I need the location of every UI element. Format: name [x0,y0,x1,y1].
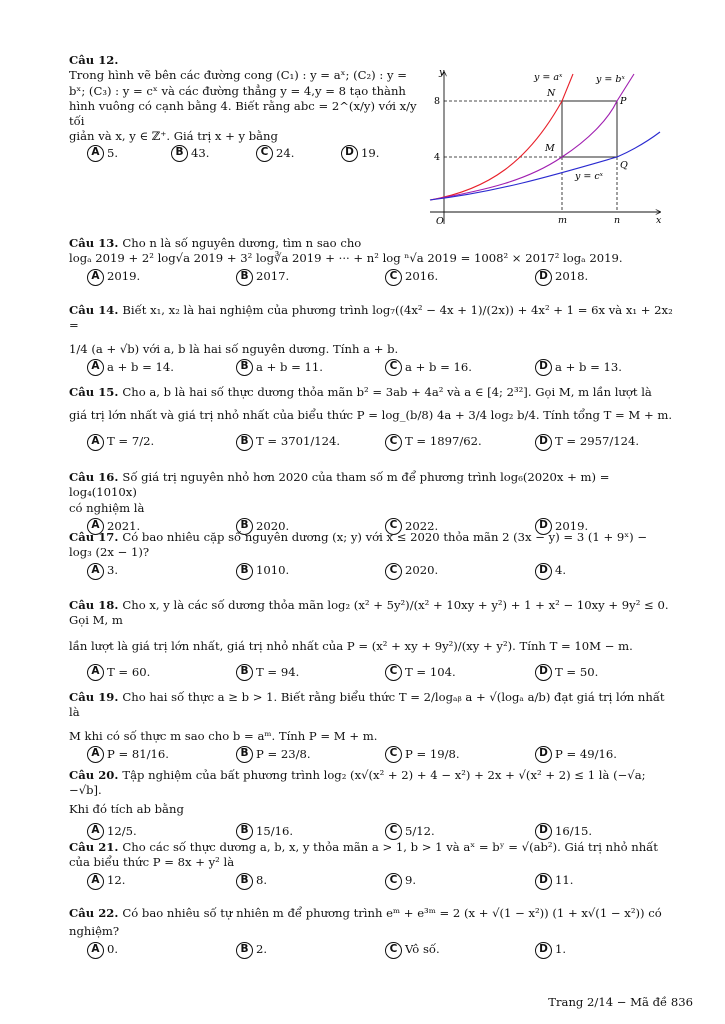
option-text: T = 7/2. [107,434,155,449]
option-text: T = 2957/124. [555,434,640,449]
question-20 [69,768,675,845]
question-17 [69,530,675,585]
option-letter: D [535,359,552,376]
label-origin: O [436,216,444,227]
option-letter: D [341,145,358,162]
options-row [69,434,675,456]
option-letter: D [535,269,552,286]
option-c[interactable] [385,746,460,763]
question-label: Câu 20. [69,768,119,782]
option-text: 4. [555,563,567,578]
option-letter: D [535,664,552,681]
question-19 [69,690,675,768]
question-text-line: giá trị lớn nhất và giá trị nhỏ nhất của biểu thức P = log_(b/8) 4a + 3/4 log₂ b/4. Tính tổng T = M + m. [69,408,673,423]
label-y: y [439,67,445,78]
option-a[interactable] [87,563,118,580]
option-text: T = 1897/62. [405,434,482,449]
question-text-line: Trong hình vẽ bên các đường cong (C₁) : y = aˣ; (C₂) : y = [69,68,407,83]
option-letter: C [385,563,402,580]
question-label: Câu 15. [69,385,119,399]
question-text-line: Có bao nhiêu cặp số nguyên dương (x; y) với x ≤ 2020 thỏa mãn 2 (3x − y) = 3 (1 + 9ˣ) − [122,530,648,544]
option-c[interactable] [385,269,438,286]
option-letter: A [87,359,104,376]
option-text: 2018. [555,269,589,284]
question-12 [69,53,421,167]
option-d[interactable] [535,823,592,840]
option-text: 1. [555,942,567,957]
option-text: 8. [256,873,268,888]
option-text: a + b = 14. [107,359,174,374]
question-label: Câu 17. [69,530,119,544]
options-row [69,145,421,167]
option-letter: C [385,664,402,681]
option-text: 0. [107,942,119,957]
option-letter: B [236,664,253,681]
option-c[interactable] [385,942,440,959]
option-text: P = 19/8. [405,746,460,761]
option-letter: A [87,434,104,451]
option-text: 2019. [555,518,589,533]
option-text: a + b = 11. [256,359,323,374]
option-letter: B [236,563,253,580]
option-text: P = 49/16. [555,746,617,761]
option-letter: C [385,269,402,286]
option-letter: A [87,746,104,763]
question-text-line: Cho a, b là hai số thực dương thỏa mãn b² = 3ab + 4a² và a ∈ [4; 2³²]. Gọi M, m lần lượt là [122,385,652,399]
option-b[interactable] [236,563,289,580]
option-letter: B [236,269,253,286]
option-text: 3. [107,563,119,578]
option-text: 43. [191,145,210,160]
option-letter: C [385,518,402,535]
option-text: Vô số. [405,942,440,957]
options-row [69,563,675,585]
option-letter: C [385,942,402,959]
option-a[interactable] [87,434,154,451]
question-text-line: Cho n là số nguyên dương, tìm n sao cho [122,236,362,250]
option-b[interactable] [236,359,323,376]
option-text: 9. [405,873,417,888]
option-text: 5/12. [405,823,435,838]
option-letter: C [385,434,402,451]
question-text-line: của biểu thức P = 8x + y² là [69,855,235,870]
question-text-line: hình vuông có cạnh bằng 4. Biết rằng abc = 2^(x/y) với x/y tối [69,98,417,129]
option-c[interactable] [385,823,435,840]
question-13 [69,236,675,291]
option-c[interactable] [385,563,438,580]
option-letter: B [171,145,188,162]
option-c[interactable] [385,873,416,890]
option-text: 1010. [256,563,290,578]
question-text-line: 1/4 (a + √b) với a, b là hai số nguyên dương. Tính a + b. [69,341,399,356]
label-y8: 8 [434,96,441,107]
option-letter: A [87,563,104,580]
option-text: T = 3701/124. [256,434,341,449]
option-b[interactable] [236,823,293,840]
option-letter: C [385,359,402,376]
option-a[interactable] [87,746,169,763]
question-text-line: lần lượt là giá trị lớn nhất, giá trị nhỏ nhất của P = (x² + xy + 9y²)/(xy + y²). Tính T = 10M − m. [69,638,633,653]
question-text-line: Cho các số thực dương a, b, x, y thỏa mãn a > 1, b > 1 và aˣ = bʸ = √(ab²). Giá trị nhỏ nhất [122,840,658,854]
option-a[interactable] [87,942,118,959]
options-row [69,664,675,686]
option-d[interactable] [341,145,379,162]
option-text: 11. [555,873,574,888]
option-a[interactable] [87,873,125,890]
option-d[interactable] [535,664,598,681]
option-a[interactable] [87,664,150,681]
option-c[interactable] [385,359,472,376]
question-14 [69,303,675,381]
option-b[interactable] [236,942,267,959]
label-xm: m [558,215,568,226]
option-text: P = 23/8. [256,746,311,761]
question-text-line: Cho x, y là các số dương thỏa mãn log₂ (x² + 5y²)/(x² + 10xy + y²) + 1 + x² − 10xy + 9y² ≤ 0. Gọi M, m [69,598,669,628]
label-p: P [620,96,627,107]
options-row [69,746,675,768]
options-row [69,269,675,291]
question-22 [69,906,675,964]
question-text-line: Số giá trị nguyên nhỏ hơn 2020 của tham số m để phương trình log₆(2020x + m) = log₄(1010x) [69,470,610,500]
option-letter: D [535,563,552,580]
option-text: 19. [361,145,380,160]
option-letter: B [236,434,253,451]
label-n: N [547,88,556,99]
option-text: 2017. [256,269,290,284]
question-label: Câu 13. [69,236,119,250]
option-letter: D [535,434,552,451]
option-letter: B [236,359,253,376]
label-c1: y = aˣ [534,72,563,83]
option-letter: B [236,873,253,890]
option-d[interactable] [535,563,566,580]
question-text-line: Biết x₁, x₂ là hai nghiệm của phương trình log₇((4x² − 4x + 1)/(2x)) + 4x² + 1 = 6x và x₁ + 2x₂ = [69,303,673,333]
question-text-line: có nghiệm là [69,500,145,515]
option-a[interactable] [87,145,118,162]
options-row [69,359,675,381]
question-text-line: Khi đó tích ab bằng [69,801,184,816]
option-letter: B [236,746,253,763]
option-text: 2020. [256,518,290,533]
option-d[interactable] [535,434,639,451]
label-c2: y = bˣ [596,74,625,85]
option-text: 2. [256,942,268,957]
option-letter: D [535,942,552,959]
label-q: Q [620,160,628,171]
question-18 [69,598,675,686]
question-15 [69,385,675,456]
question-text-line: giản và x, y ∈ ℤ⁺. Giá trị x + y bằng [69,129,278,144]
option-text: 12. [107,873,126,888]
option-text: 12/5. [107,823,137,838]
question-text-line: logₐ 2019 + 2² log√a 2019 + 3² log∛a 2019 + ··· + n² log ⁿ√a 2019 = 1008² × 2017² logₐ 2019. [69,251,623,266]
question-label: Câu 14. [69,303,119,317]
option-letter: A [87,145,104,162]
question-21 [69,840,675,895]
option-b[interactable] [236,746,311,763]
square-mnpq [562,101,617,157]
option-letter: B [236,942,253,959]
option-letter: D [535,823,552,840]
option-letter: A [87,942,104,959]
option-letter: B [236,823,253,840]
option-letter: C [385,823,402,840]
option-c[interactable] [256,145,294,162]
options-row [69,942,675,964]
option-c[interactable] [385,664,456,681]
option-letter: D [535,518,552,535]
question-label: Câu 12. [69,53,119,67]
option-d[interactable] [535,873,573,890]
option-d[interactable] [535,746,617,763]
label-x: x [656,215,662,226]
option-d[interactable] [535,359,622,376]
option-text: T = 94. [256,664,300,679]
option-a[interactable] [87,269,140,286]
option-text: 2020. [405,563,439,578]
option-text: a + b = 13. [555,359,622,374]
question-label: Câu 22. [69,906,119,920]
question-text-line: nghiệm? [69,924,120,939]
option-text: P = 81/16. [107,746,169,761]
option-letter: B [236,518,253,535]
option-b[interactable] [236,434,340,451]
question-text-line: log₃ (2x − 1)? [69,545,150,560]
option-text: 2019. [107,269,141,284]
option-text: 5. [107,145,119,160]
option-letter: C [385,746,402,763]
label-y4: 4 [434,152,441,163]
question-label: Câu 21. [69,840,119,854]
option-d[interactable] [535,942,566,959]
option-b[interactable] [236,269,289,286]
option-text: 2021. [107,518,141,533]
option-text: a + b = 16. [405,359,472,374]
question-label: Câu 16. [69,470,119,484]
label-m: M [545,143,555,154]
question-text-line: Tập nghiệm của bất phương trình log₂ (x√(x² + 2) + 4 − x²) + 2x + √(x² + 2) ≤ 1 là (−√a; −√b]. [69,768,646,798]
option-text: T = 60. [107,664,151,679]
option-text: T = 104. [405,664,456,679]
option-letter: D [535,746,552,763]
option-b[interactable] [236,664,299,681]
question-label: Câu 19. [69,690,119,704]
option-a[interactable] [87,359,174,376]
option-text: T = 50. [555,664,599,679]
option-c[interactable] [385,434,482,451]
option-letter: A [87,269,104,286]
page-footer: Trang 2/14 − Mã đề 836 [548,994,693,1009]
option-letter: C [256,145,273,162]
option-letter: A [87,664,104,681]
option-d[interactable] [535,269,588,286]
option-a[interactable] [87,823,137,840]
option-b[interactable] [171,145,209,162]
option-letter: A [87,873,104,890]
label-xn: n [614,215,621,226]
options-row [69,873,675,895]
question-text-line: bˣ; (C₃) : y = cˣ và các đường thẳng y = 4,y = 8 tạo thành [69,83,406,98]
option-letter: A [87,823,104,840]
option-text: 2022. [405,518,439,533]
exponential-curves-graph [428,62,668,232]
question-text-line: M khi có số thực m sao cho b = aᵐ. Tính P = M + m. [69,728,378,743]
label-c3: y = cˣ [575,171,604,182]
option-text: 16/15. [555,823,593,838]
option-letter: C [385,873,402,890]
question-text-line: Cho hai số thực a ≥ b > 1. Biết rằng biểu thức T = 2/logₐᵦ a + √(logₐ a/b) đạt giá trị lớn nhất là [69,690,665,720]
question-text-line: Có bao nhiêu số tự nhiên m để phương trình eᵐ + e³ᵐ = 2 (x + √(1 − x²)) (1 + x√(1 − x²)) có [122,906,662,920]
option-text: 2016. [405,269,439,284]
question-label: Câu 18. [69,598,119,612]
option-letter: A [87,518,104,535]
option-text: 15/16. [256,823,294,838]
option-text: 24. [276,145,295,160]
option-letter: D [535,873,552,890]
option-b[interactable] [236,873,267,890]
